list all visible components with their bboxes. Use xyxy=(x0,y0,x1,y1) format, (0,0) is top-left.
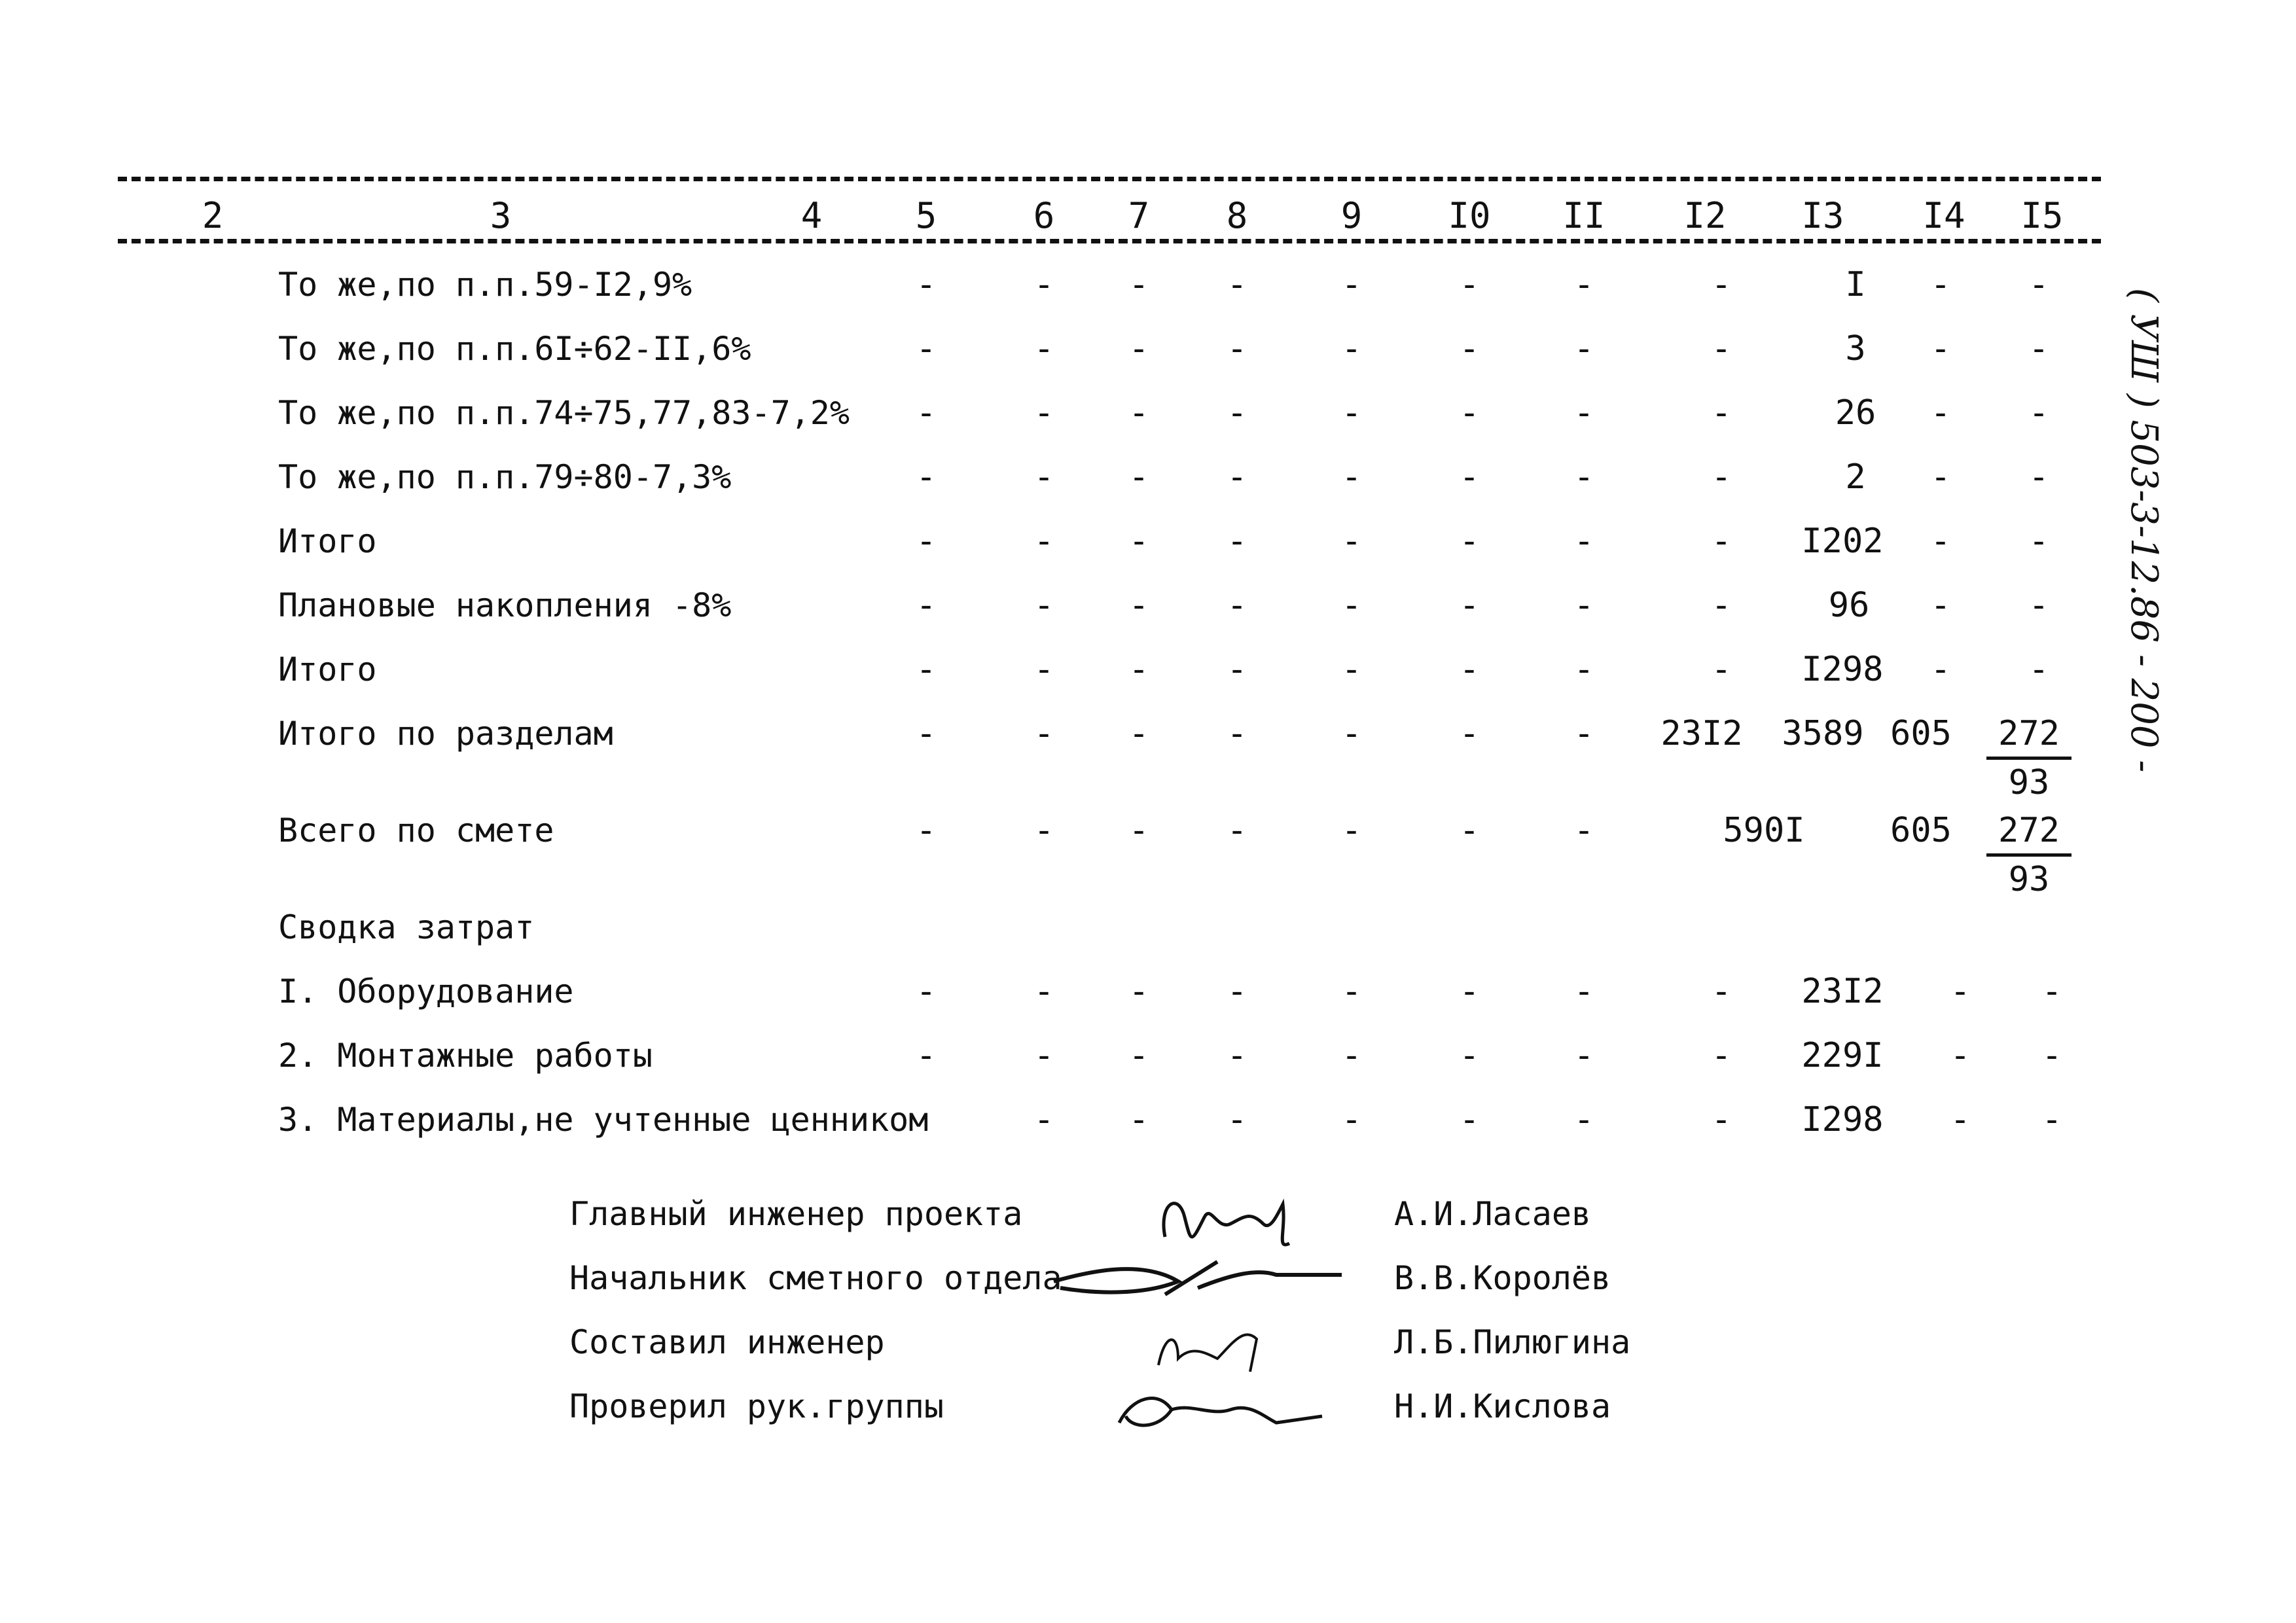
cell-11: - xyxy=(1573,265,1594,304)
row-label: Плановые накопления -8% xyxy=(278,586,732,624)
section-heading-row xyxy=(0,904,2296,957)
cell-12: - xyxy=(1711,586,1732,625)
cell-14: - xyxy=(1930,650,1951,689)
cell-8: - xyxy=(1227,265,1247,304)
signature-row xyxy=(0,1383,2296,1449)
cell-9: - xyxy=(1341,1100,1362,1139)
cell-13: 3 xyxy=(1845,329,1866,368)
cell-15: - xyxy=(2028,265,2049,304)
cell-11: - xyxy=(1573,522,1594,561)
signer-name: В.В.Королёв xyxy=(1394,1259,1611,1297)
signer-name: А.И.Ласаев xyxy=(1394,1195,1592,1233)
cell-8: - xyxy=(1227,457,1247,497)
cell-9: - xyxy=(1341,586,1362,625)
signer-position: Главный инженер проекта xyxy=(569,1195,1023,1233)
signature-row xyxy=(0,1319,2296,1385)
table-row xyxy=(0,518,2296,571)
cell-11: - xyxy=(1573,586,1594,625)
signature-row xyxy=(0,1191,2296,1257)
cell-15-fraction xyxy=(1986,808,2072,902)
cell-6: - xyxy=(1033,972,1054,1011)
column-header: I2 xyxy=(1683,195,1727,236)
cell-10: - xyxy=(1459,714,1480,753)
document-code: ( УШ ) 503-3-12.86 - 200 - xyxy=(2123,288,2165,773)
cell-7: - xyxy=(1128,522,1149,561)
cell-15: - xyxy=(2028,586,2049,625)
cell-7: - xyxy=(1128,586,1149,625)
row-label: Всего по смете xyxy=(278,812,554,849)
table-row xyxy=(0,1033,2296,1085)
cell-14: - xyxy=(1930,522,1951,561)
column-header: 7 xyxy=(1128,195,1150,236)
cell-6: - xyxy=(1033,457,1054,497)
cell-15: - xyxy=(2028,329,2049,368)
table-row xyxy=(0,582,2296,635)
cell-15: - xyxy=(2041,1036,2062,1075)
cell-7: - xyxy=(1128,265,1149,304)
cell-5: - xyxy=(916,329,937,368)
table-row xyxy=(0,390,2296,442)
row-label: То же,по п.п.74÷75,77,83-7,2% xyxy=(278,394,850,432)
signer-name: Л.Б.Пилюгина xyxy=(1394,1323,1631,1361)
cell-14: - xyxy=(1950,1100,1971,1139)
row-label: Итого по разделам xyxy=(278,715,613,753)
cell-15: - xyxy=(2028,650,2049,689)
cell-12: - xyxy=(1711,650,1732,689)
column-header: I0 xyxy=(1448,195,1491,236)
cell-7: - xyxy=(1128,457,1149,497)
signer-name: Н.И.Кислова xyxy=(1394,1387,1611,1425)
cell-7: - xyxy=(1128,811,1149,850)
table-row xyxy=(0,454,2296,507)
cell-15: - xyxy=(2028,522,2049,561)
cell-5: - xyxy=(916,1036,937,1075)
cell-9: - xyxy=(1341,811,1362,850)
column-header: 4 xyxy=(800,195,823,236)
cell-13: I298 xyxy=(1801,650,1884,689)
cell-6: - xyxy=(1033,714,1054,753)
row-label: Итого xyxy=(278,651,377,688)
cell-5: - xyxy=(916,586,937,625)
cell-12: 23I2 xyxy=(1660,714,1743,753)
cell-12: - xyxy=(1711,1100,1732,1139)
cell-6: - xyxy=(1033,329,1054,368)
cell-8: - xyxy=(1227,1036,1247,1075)
cell-6: - xyxy=(1033,586,1054,625)
cell-11: - xyxy=(1573,329,1594,368)
column-header: 5 xyxy=(915,195,937,236)
cell-11: - xyxy=(1573,1036,1594,1075)
cell-10: - xyxy=(1459,329,1480,368)
table-row xyxy=(0,647,2296,699)
cell-6: - xyxy=(1033,650,1054,689)
signer-position: Составил инженер xyxy=(569,1323,885,1361)
cell-8: - xyxy=(1227,811,1247,850)
cell-12: - xyxy=(1711,1036,1732,1075)
cell-6: - xyxy=(1033,393,1054,433)
cell-7: - xyxy=(1128,1036,1149,1075)
cell-12: - xyxy=(1711,457,1732,497)
cell-7: - xyxy=(1128,393,1149,433)
cell-10: - xyxy=(1459,972,1480,1011)
handwritten-signature xyxy=(1152,1178,1322,1257)
cell-14: - xyxy=(1950,1036,1971,1075)
cell-12: - xyxy=(1711,972,1732,1011)
cell-11: - xyxy=(1573,1100,1594,1139)
cell-6: - xyxy=(1033,811,1054,850)
row-label: 3. Материалы,не учтенные ценником xyxy=(278,1101,929,1139)
cell-8: - xyxy=(1227,714,1247,753)
cell-8: - xyxy=(1227,650,1247,689)
document-code-stamp xyxy=(2117,288,2170,825)
cell-14: - xyxy=(1930,586,1951,625)
row-label: То же,по п.п.79÷80-7,3% xyxy=(278,458,732,496)
column-header: 9 xyxy=(1340,195,1363,236)
cell-11: - xyxy=(1573,650,1594,689)
cell-6: - xyxy=(1033,1036,1054,1075)
cell-13: I xyxy=(1845,265,1866,304)
cell-8: - xyxy=(1227,522,1247,561)
cell-14: - xyxy=(1930,329,1951,368)
table-row xyxy=(0,711,2296,802)
table-row xyxy=(0,969,2296,1021)
cell-11: - xyxy=(1573,457,1594,497)
cell-9: - xyxy=(1341,265,1362,304)
cell-12: - xyxy=(1711,265,1732,304)
cell-7: - xyxy=(1128,1100,1149,1139)
column-header: II xyxy=(1562,195,1605,236)
cell-5: - xyxy=(916,522,937,561)
cell-10: - xyxy=(1459,650,1480,689)
cell-10: - xyxy=(1459,522,1480,561)
signer-position: Начальник сметного отдела xyxy=(569,1259,1062,1297)
cell-6: - xyxy=(1033,522,1054,561)
fraction-numerator: 272 xyxy=(1986,711,2072,760)
cell-9: - xyxy=(1341,522,1362,561)
signature-row xyxy=(0,1255,2296,1321)
cell-12: - xyxy=(1711,522,1732,561)
cell-9: - xyxy=(1341,1036,1362,1075)
cell-9: - xyxy=(1341,393,1362,433)
cell-10: - xyxy=(1459,265,1480,304)
column-header: 8 xyxy=(1226,195,1248,236)
table-row xyxy=(0,1097,2296,1149)
cell-14: 605 xyxy=(1890,714,1952,753)
cell-12: - xyxy=(1711,393,1732,433)
cell-15: - xyxy=(2028,457,2049,497)
cell-5: - xyxy=(916,650,937,689)
cell-13: I202 xyxy=(1801,522,1884,561)
cell-10: - xyxy=(1459,393,1480,433)
table-row xyxy=(0,326,2296,378)
row-label: То же,по п.п.59-I2,9% xyxy=(278,266,692,304)
handwritten-signature xyxy=(1047,1255,1348,1308)
cell-11: - xyxy=(1573,714,1594,753)
cell-11: - xyxy=(1573,811,1594,850)
cell-7: - xyxy=(1128,650,1149,689)
cell-9: - xyxy=(1341,650,1362,689)
cell-14: - xyxy=(1930,265,1951,304)
cell-5: - xyxy=(916,457,937,497)
cell-8: - xyxy=(1227,972,1247,1011)
cell-14: 605 xyxy=(1890,811,1952,850)
cell-14: - xyxy=(1930,457,1951,497)
cell-6: - xyxy=(1033,1100,1054,1139)
cell-9: - xyxy=(1341,714,1362,753)
cell-9: - xyxy=(1341,972,1362,1011)
column-header: 2 xyxy=(202,195,224,236)
cell-9: - xyxy=(1341,457,1362,497)
cell-15: - xyxy=(2041,972,2062,1011)
cell-13: I298 xyxy=(1801,1100,1884,1139)
cell-5: - xyxy=(916,393,937,433)
cell-13: 23I2 xyxy=(1801,972,1884,1011)
cell-14: - xyxy=(1950,972,1971,1011)
section-heading: Сводка затрат xyxy=(278,908,535,946)
handwritten-signature xyxy=(1152,1313,1283,1378)
fraction-denominator: 93 xyxy=(2008,860,2050,899)
cell-8: - xyxy=(1227,1100,1247,1139)
cell-11: - xyxy=(1573,393,1594,433)
cell-10: - xyxy=(1459,811,1480,850)
cell-15: - xyxy=(2041,1100,2062,1139)
cell-9: - xyxy=(1341,329,1362,368)
cell-5: - xyxy=(916,265,937,304)
cell-11: - xyxy=(1573,972,1594,1011)
row-label: Итого xyxy=(278,522,377,560)
cell-12: - xyxy=(1711,329,1732,368)
row-label: I. Оборудование xyxy=(278,972,574,1010)
row-label: То же,по п.п.6I÷62-II,6% xyxy=(278,330,751,368)
cell-13: 96 xyxy=(1828,586,1870,625)
cell-10: - xyxy=(1459,457,1480,497)
fraction-denominator: 93 xyxy=(2008,763,2050,802)
cell-12-13-merged: 590I xyxy=(1723,811,1805,850)
column-header: I5 xyxy=(2020,195,2064,236)
cell-10: - xyxy=(1459,1036,1480,1075)
cell-5: - xyxy=(916,811,937,850)
cell-10: - xyxy=(1459,586,1480,625)
column-header: I3 xyxy=(1801,195,1844,236)
cell-8: - xyxy=(1227,586,1247,625)
column-header: 3 xyxy=(490,195,512,236)
cell-14: - xyxy=(1930,393,1951,433)
cell-7: - xyxy=(1128,972,1149,1011)
cell-13: 26 xyxy=(1835,393,1876,433)
cell-13: 2 xyxy=(1845,457,1866,497)
fraction-numerator: 272 xyxy=(1986,808,2072,857)
cell-13: 229I xyxy=(1801,1036,1884,1075)
cell-6: - xyxy=(1033,265,1054,304)
cell-7: - xyxy=(1128,329,1149,368)
handwritten-signature xyxy=(1106,1377,1329,1442)
cell-5: - xyxy=(916,714,937,753)
cell-15-fraction xyxy=(1986,711,2072,806)
cell-7: - xyxy=(1128,714,1149,753)
cell-8: - xyxy=(1227,329,1247,368)
row-label: 2. Монтажные работы xyxy=(278,1037,653,1075)
table-row xyxy=(0,262,2296,314)
table-row xyxy=(0,808,2296,899)
cell-5: - xyxy=(916,972,937,1011)
cell-15: - xyxy=(2028,393,2049,433)
cell-10: - xyxy=(1459,1100,1480,1139)
signer-position: Проверил рук.группы xyxy=(569,1387,944,1425)
cell-13: 3589 xyxy=(1782,714,1864,753)
column-header: 6 xyxy=(1033,195,1055,236)
signature-block xyxy=(0,1191,2296,1492)
cell-8: - xyxy=(1227,393,1247,433)
column-header: I4 xyxy=(1922,195,1965,236)
